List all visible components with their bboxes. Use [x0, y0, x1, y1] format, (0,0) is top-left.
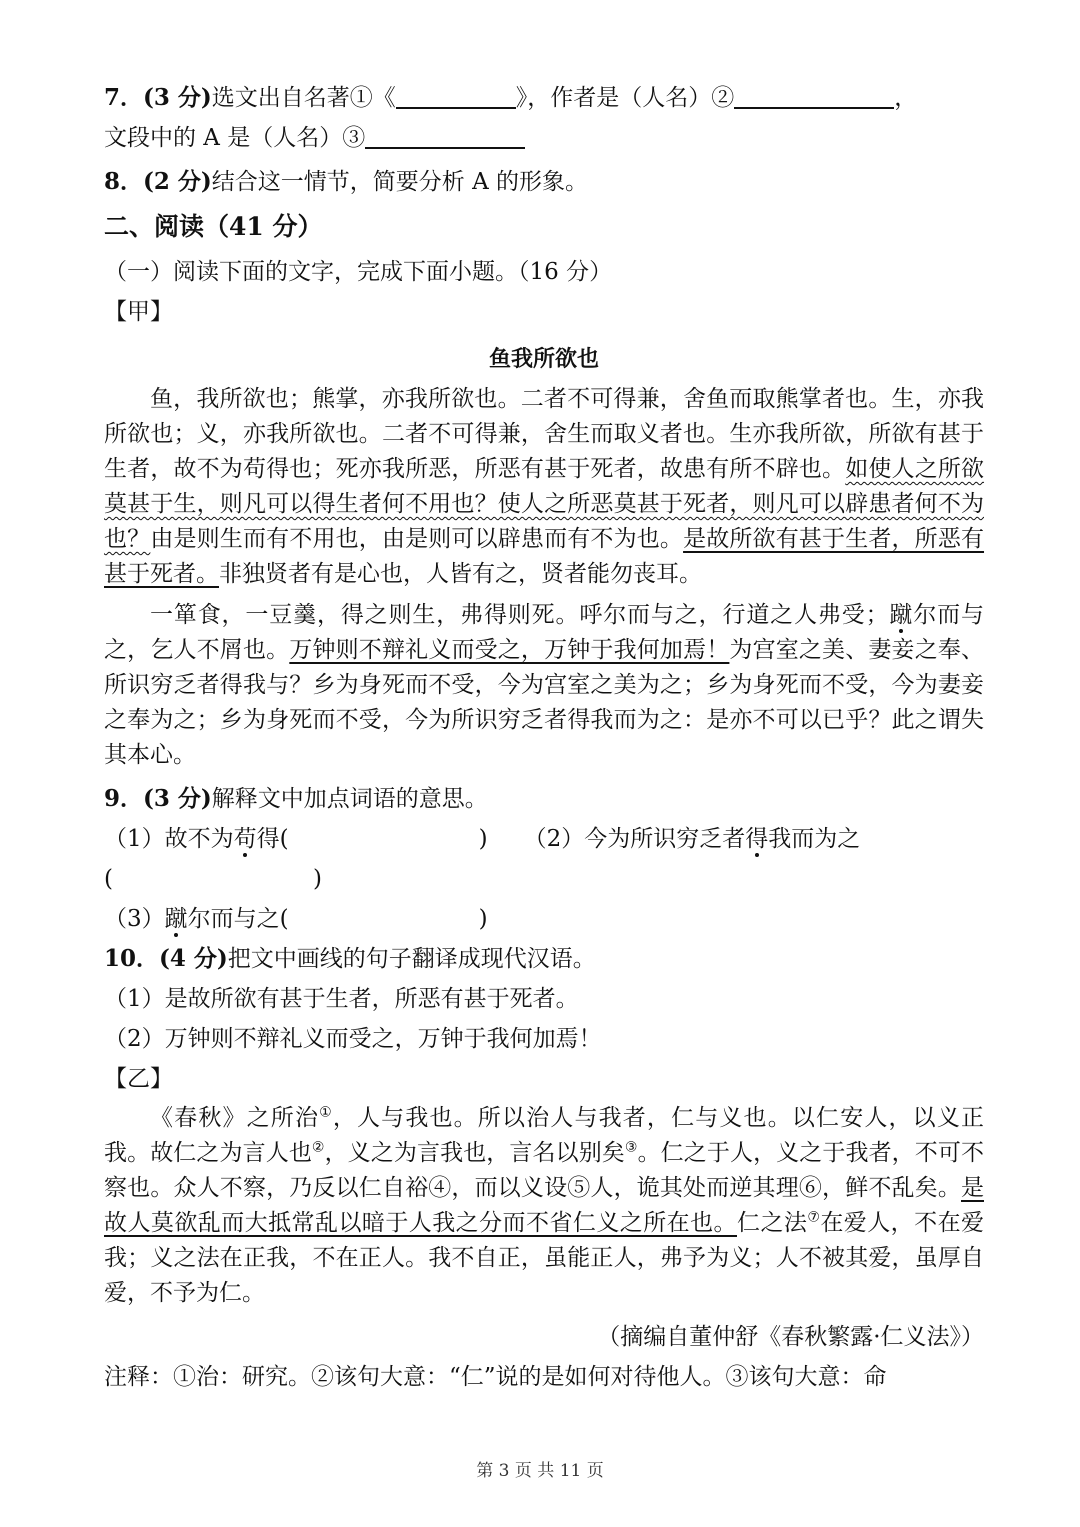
yi-note-ref-2: ②	[311, 1139, 325, 1156]
exam-page	[104, 78, 984, 1397]
jia-paragraph-1	[104, 382, 984, 592]
yi-mark: 【乙】	[104, 1066, 173, 1092]
q9-item2-post: 我而为之	[768, 826, 861, 852]
page-footer: 第 3 页 共 11 页	[476, 1461, 604, 1481]
question-10	[104, 939, 984, 979]
yi-note-ref-3: ③	[624, 1139, 638, 1156]
yi-note-ref-7: ⑦	[807, 1209, 821, 1226]
jia-p2-text-3: 为宫室之美、妻妾之奉、所识穷乏者得我与？乡为身死而不受，今为宫室之美为之；乡为身死而不受，今为妻妾之奉为之；乡为身死而不受，今为所识穷乏者得我而为之：是亦不可以已乎？此之谓失其本心。	[104, 637, 985, 768]
jia-p2-text-1: 一箪食，一豆羹，得之则生，弗得则死。呼尔而与之，行道之人弗受；	[150, 602, 889, 628]
q10-item-2: （2）万钟则不辩礼义而受之，万钟于我何加焉！	[104, 1026, 602, 1052]
yi-text-6: 在爱人，不在爱我；义之法在正我，不在正人。我不自正，虽能正人，弗予为义；人不被其爱，虽厚自爱，不予为仁。	[104, 1210, 985, 1306]
q9-item3-pre: （3）	[104, 906, 165, 932]
q9-item1-close: )	[478, 826, 488, 852]
q9-items-line-2	[104, 859, 984, 899]
subsection-1-title: （一）阅读下面的文字，完成下面小题。（16 分）	[104, 259, 613, 285]
q9-item1-pre: （1）故不为	[104, 826, 234, 852]
passage-title: 鱼我所欲也	[488, 346, 599, 372]
q9-items-line-1	[104, 819, 984, 859]
q9-item2-open: (	[104, 866, 113, 892]
yi-notes: 注释：①治：研究。②该句大意：“仁”说的是如何对待他人。③该句大意：命	[104, 1364, 887, 1390]
yi-text-1: 《春秋》之所治	[150, 1105, 320, 1131]
q10-label: 10．(4 分)	[104, 945, 228, 972]
q9-item3-close: )	[478, 906, 488, 932]
q9-item1-dotted: 苟	[233, 826, 257, 852]
jia-p2-dotted-char: 蹴	[888, 602, 914, 628]
q7-text-3: ，	[894, 85, 918, 111]
question-9	[104, 779, 984, 819]
question-7-line-2	[104, 118, 984, 158]
q7-label: 7．(3 分)	[104, 84, 212, 111]
yi-note-ref-1: ①	[319, 1104, 333, 1121]
jia-mark: 【甲】	[104, 299, 173, 325]
q9-item2-close: )	[312, 866, 322, 892]
q7-text-1: 选文出自名著①《	[211, 85, 396, 111]
yi-text-2: ，人与我也。所以治人与我者，仁与义也。以仁安人，以义正我。故仁之为言人也	[104, 1105, 985, 1166]
q7-blank-3[interactable]	[365, 121, 525, 149]
q8-text: 结合这一情节，简要分析 A 的形象。	[211, 169, 589, 195]
yi-paragraph	[104, 1101, 984, 1311]
jia-p1-text-3: 非独贤者有是心也，人皆有之，贤者能勿丧耳。	[219, 561, 702, 587]
yi-underlined-sentence: 是故人莫欲乱而大抵常乱以暗于人我之分而不省仁义之所在也。	[104, 1175, 984, 1236]
q7-text-2: 》，作者是（人名）②	[515, 85, 735, 111]
jia-p1-text-2: 由是则生而有不用也，由是则可以辟患而有不为也。	[150, 526, 684, 552]
q9-item2-dotted: 得	[745, 826, 769, 852]
q7-text-4: 文段中的 A 是（人名）③	[104, 125, 366, 151]
q9-item3-dotted: 蹴	[164, 906, 188, 932]
yi-source: （摘编自董仲舒《春秋繁露·仁义法》）	[597, 1324, 984, 1350]
yi-text-5: 仁之法	[737, 1210, 808, 1236]
jia-paragraph-2	[104, 598, 984, 773]
jia-p1-underlined-sentence: 是故所欲有甚于生者，所恶有甚于死者。	[104, 526, 985, 587]
q9-text: 解释文中加点词语的意思。	[211, 786, 488, 812]
question-8	[104, 162, 984, 202]
q7-blank-1[interactable]	[396, 81, 516, 109]
yi-text-4: 。仁之于人，义之于我者，不可不察也。众人不察，乃反以仁自裕④，而以义设⑤人，诡其处而逆其理⑥，鲜不乱矣。	[104, 1140, 984, 1201]
q9-item2-pre: （2）今为所识穷乏者	[523, 826, 746, 852]
q7-blank-2[interactable]	[734, 81, 894, 109]
q10-text: 把文中画线的句子翻译成现代汉语。	[227, 946, 596, 972]
q9-item3-post: 尔而与之(	[187, 906, 289, 932]
q9-label: 9．(3 分)	[104, 785, 212, 812]
section-2-title: 二、阅读（41 分）	[104, 212, 323, 241]
q9-items-line-3	[104, 899, 984, 939]
jia-p2-text-2: 尔而与之，乞人不屑也。	[104, 602, 985, 663]
jia-p1-wavy-sentence: 如使人之所欲莫甚于生，则凡可以得生者何不用也？使人之所恶莫甚于死者，则凡可以辟患者何不为也？	[104, 456, 985, 552]
jia-p1-text-1: 鱼，我所欲也；熊掌，亦我所欲也。二者不可得兼，舍鱼而取熊掌者也。生，亦我所欲也；义，亦我所欲也。二者不可得兼，舍生而取义者也。生亦我所欲，所欲有甚于生者，故不为苟得也；死亦我所恶，所恶有甚于死者，故患有所不辟也。	[104, 386, 984, 482]
yi-text-3: ，义之为言我也，言名以别矣	[324, 1140, 625, 1166]
question-7	[104, 78, 984, 118]
q9-item1-post: 得(	[256, 826, 289, 852]
q10-item-1: （1）是故所欲有甚于生者，所恶有甚于死者。	[104, 986, 579, 1012]
q8-label: 8．(2 分)	[104, 168, 212, 195]
jia-p2-underlined-sentence: 万钟则不辩礼义而受之，万钟于我何加焉！	[289, 637, 730, 663]
